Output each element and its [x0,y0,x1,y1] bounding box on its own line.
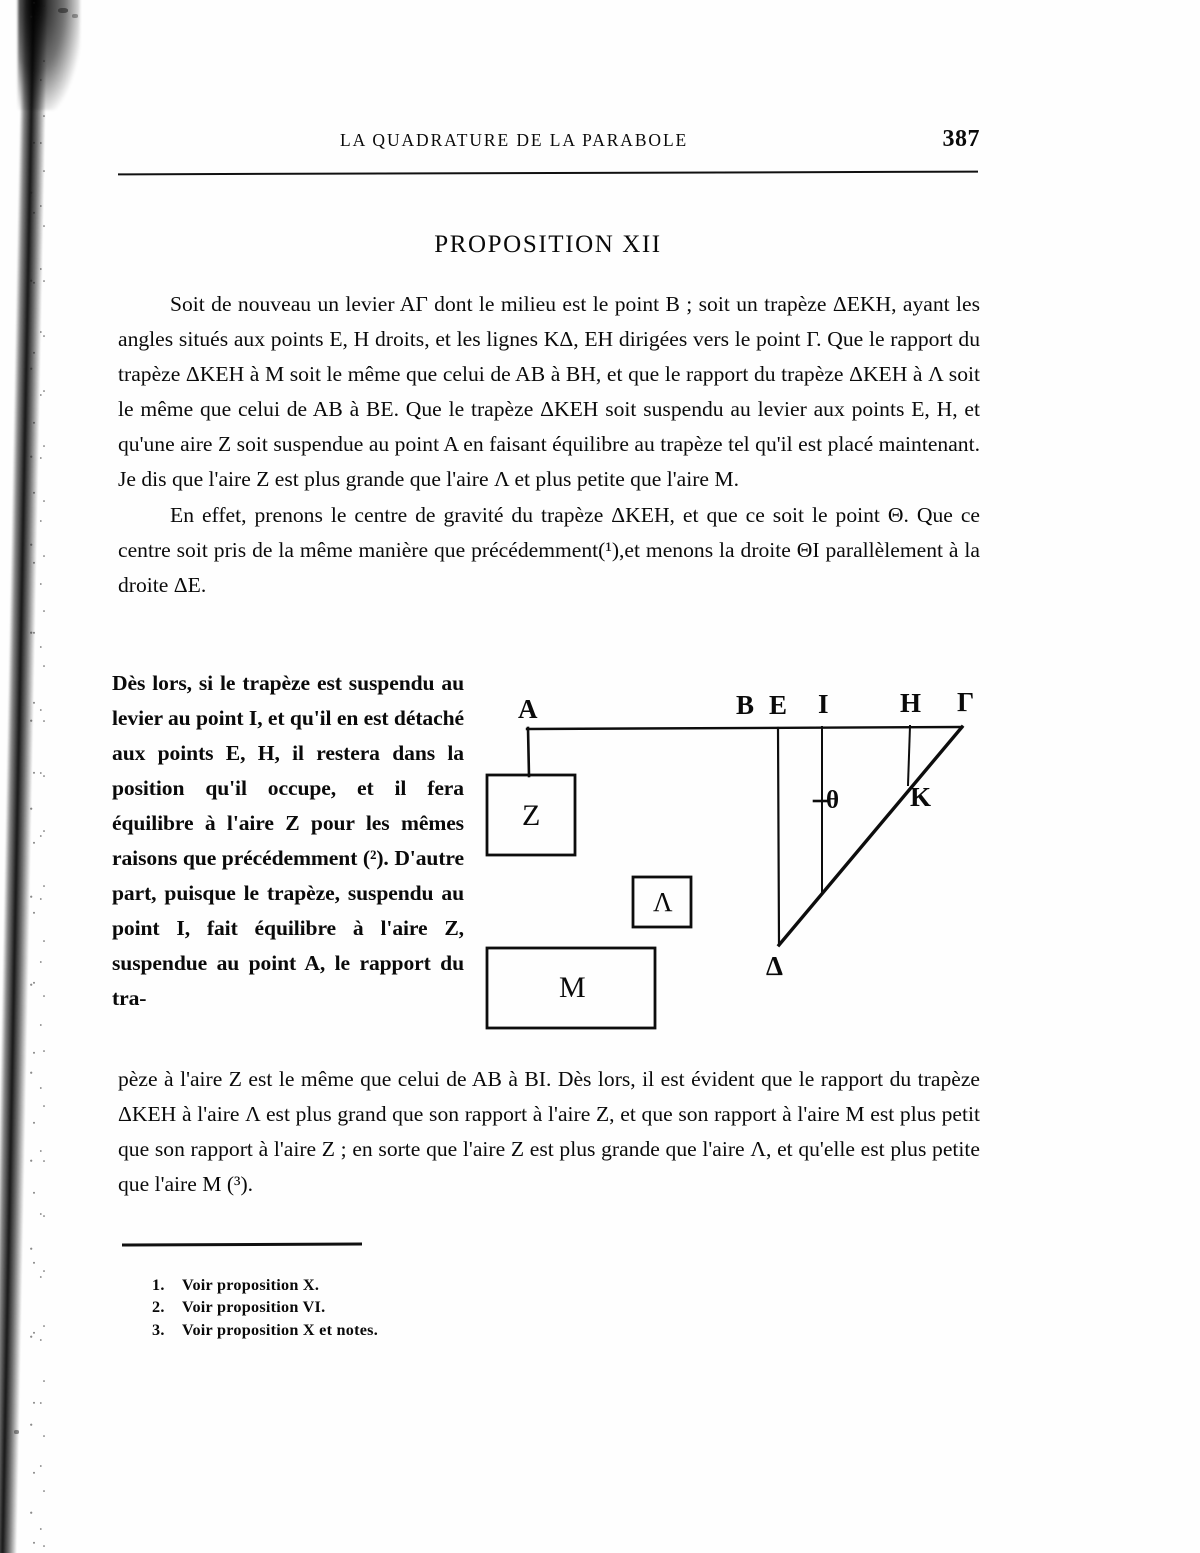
vertical-line-E-Delta [778,728,779,945]
lever-beam-line [527,727,962,729]
footnote-item [152,1296,712,1318]
footnote-item [152,1274,712,1296]
footnote-separator-rule [122,1242,362,1246]
figure-label-E: E [769,690,788,720]
figure-label-Gamma: Γ [957,687,975,717]
scan-gutter-shadow [0,0,90,1553]
figure-label-Theta: θ [826,787,840,814]
header-rule [118,171,978,176]
proposition-title: PROPOSITION XII [434,231,662,258]
area-box-label-Lambda: Λ [653,887,673,917]
gutter-speckle-texture [20,0,60,1553]
area-box-label-M: M [559,971,586,1004]
figure-label-H: H [900,688,922,718]
scan-fleck [14,1430,19,1434]
running-head [340,126,980,156]
figure-label-B: B [736,690,755,720]
footnote-number: 1. [152,1276,165,1294]
paragraph-3-column-text: Dès lors, si le trapèze est suspendu au levier au point I, et qu'il en est détaché aux points E, H, il restera dans la position qu'il occupe, et il fera équilibre à l'aire Z pour les mêmes raisons que précédemment (²). D'autre part, puisque le trapèze, suspendu au point I, fait équilibre à l'aire Z, suspendue au point A, le rapport du tra- [112,671,464,1010]
footnote-list [152,1274,712,1341]
figure-drawing [470,670,1000,1060]
footnote-text: Voir proposition X. [182,1276,320,1294]
footnote-number: 3. [152,1320,165,1339]
footnote-item [152,1319,712,1341]
footnote-text: Voir proposition X et notes. [182,1320,379,1339]
gutter-shadow-core [0,0,48,1553]
area-box-label-Z: Z [522,799,541,832]
figure-label-K: K [910,782,932,812]
footnote-text: Voir proposition VI. [182,1298,326,1317]
gutter-shadow-top-blob [18,0,80,110]
paragraph-3-narrow-column [112,666,464,1016]
hypotenuse-Gamma-Delta [779,727,962,945]
paragraph-2: En effet, prenons le centre de gravité du trapèze ΔKEH, et que ce soit le point Θ. Que ce centre soit pris de la même manière que précédemment(¹),et menons la droite ΘI parallèlement à la droite ΔE. [118,502,980,597]
body-paragraph-group-top [118,287,980,603]
footnote-number: 2. [152,1298,165,1317]
geometric-figure [470,670,1000,1060]
scan-fleck [72,14,78,18]
vertical-line-H-K [908,726,910,785]
paragraph-3-continuation [118,1062,980,1202]
running-head-title: LA QUADRATURE DE LA PARABOLE [340,129,689,151]
figure-label-A: A [518,694,538,724]
paragraph-3-full-text: pèze à l'aire Z est le même que celui de AB à BI. Dès lors, il est évident que le rapport du trapèze ΔKEH à l'aire Λ est plus grand que son rapport à l'aire Z, et que son rapport à l'aire M est plus petit que son rapport à l'aire Z ; en sorte que l'aire Z est plus grande que l'aire Λ, et qu'elle est plus petite que l'aire M (³). [118,1067,980,1197]
paragraph-1: Soit de nouveau un levier AΓ dont le milieu est le point B ; soit un trapèze ΔEKH, ayant les angles situés aux points E, H droits, et les lignes KΔ, EH dirigées vers le point Γ. Que le rapport du trapèze ΔKEH à M soit le même que celui de AB à BH, et que le rapport du trapèze ΔKEH à Λ soit le même que celui de AB à BE. Que le trapèze ΔKEH soit suspendu au levier aux points E, H, et qu'une aire Z soit suspendue au point A en faisant équilibre au trapèze tel qu'il est placé maintenant. Je dis que l'aire Z est plus grande que l'aire Λ et plus petite que l'aire M. [118,292,980,492]
page-number: 387 [942,126,980,152]
figure-label-Delta: Δ [766,951,783,981]
suspension-stem-A [528,728,529,776]
figure-label-I: I [818,689,829,719]
scan-fleck [58,8,68,13]
